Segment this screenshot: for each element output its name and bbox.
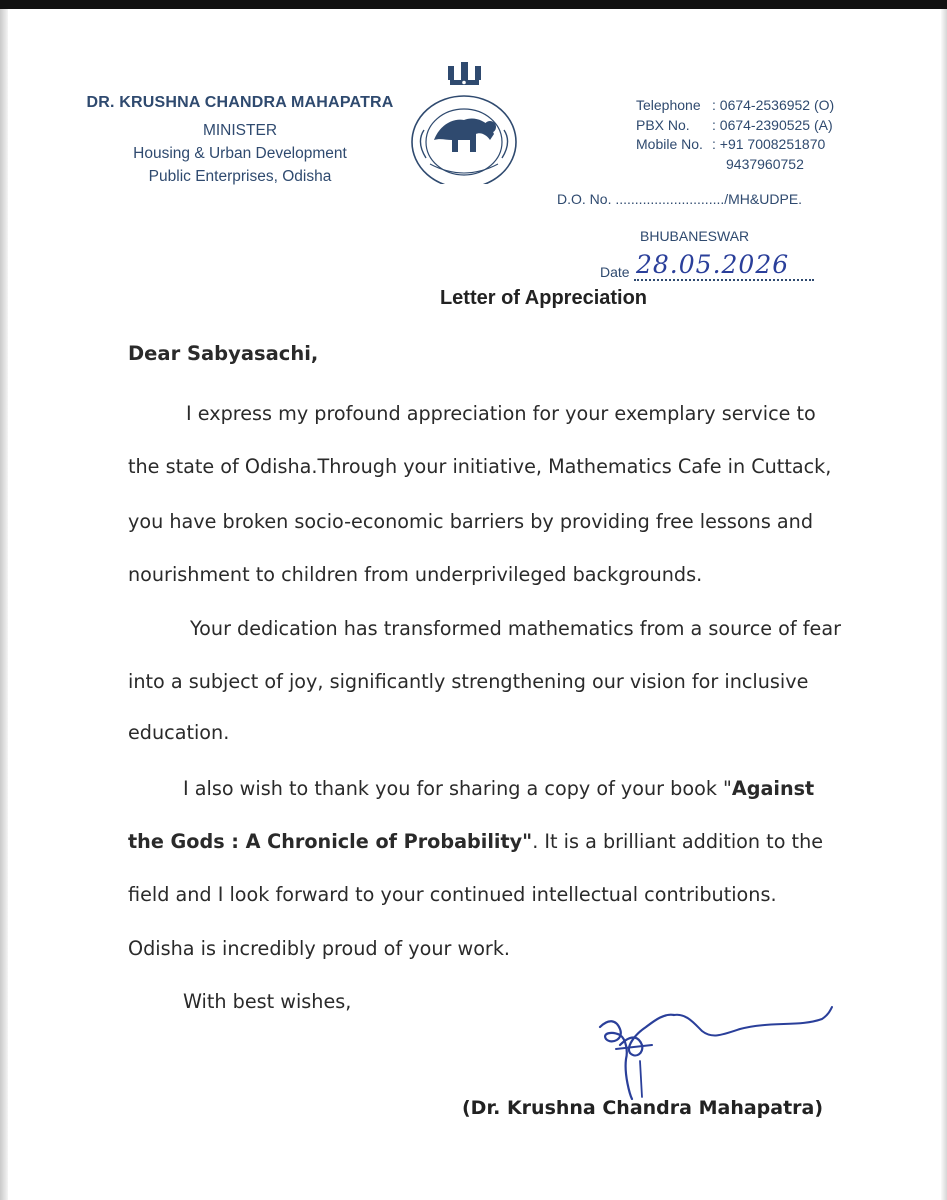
paragraph-line: nourishment to children from underprivileged backgrounds. [128,563,703,586]
sender-department: Housing & Urban Development [133,145,347,162]
paragraph-line: the state of Odisha.Through your initiative, Mathematics Cafe in Cuttack, [128,455,832,478]
date-dotted-line [634,279,814,281]
contact-value: : 0674-2536952 (O) [712,97,835,113]
contact-label: Mobile No. [636,136,703,152]
line-text: I also wish to thank you for sharing a copy of your book " [183,777,732,800]
date-label: Date [600,264,630,280]
book-title-part: Against [731,777,815,800]
paragraph-line: you have broken socio-economic barriers by providing free lessons and [128,510,814,533]
handwritten-signature [590,1005,840,1100]
contact-value: : 0674-2390525 (A) [712,116,833,133]
paragraph-line: I express my profound appreciation for your exemplary service to [186,402,816,425]
odisha-emblem-icon [404,54,524,184]
contact-block [636,96,834,174]
top-border [0,0,947,9]
paragraph-line: into a subject of joy, significantly strengthening our vision for inclusive [128,670,809,693]
paragraph-line [183,777,814,800]
contact-mobile [636,135,834,155]
signatory-name: (Dr. Krushna Chandra Mahapatra) [462,1097,824,1119]
contact-telephone [636,96,834,116]
letter-subject [0,287,947,310]
sender-name: DR. KRUSHNA CHANDRA MAHAPATRA [86,94,394,111]
paragraph-line: Your dedication has transformed mathematics from a source of fear [190,617,841,640]
contact-value: : +91 7008251870 [712,136,826,152]
contact-label: Telephone [636,97,701,113]
subject-text: Letter of Appreciation [439,287,648,309]
paragraph-line [128,830,823,853]
closing: With best wishes, [183,990,352,1013]
place: BHUBANESWAR [640,228,750,244]
svg-text:ଓଡ଼ିଶା: ଓଡ଼ିଶା [462,54,466,55]
salutation: Dear Sabyasachi, [128,342,319,365]
do-number: D.O. No. ............................/MH&UDPE. [557,191,803,207]
paragraph-line: field and I look forward to your continued intellectual contributions. [128,883,777,906]
letterhead-sender [60,94,420,187]
page-edge-right [941,9,947,1200]
sender-designation: MINISTER [202,122,278,139]
contact-pbx [636,116,834,136]
line-text: . It is a brilliant addition to the [532,830,824,853]
contact-mobile-2: 9437960752 [726,155,804,172]
page-edge-left [0,9,8,1200]
paragraph-line: Odisha is incredibly proud of your work. [128,937,511,960]
sender-department-2: Public Enterprises, Odisha [148,168,332,185]
paragraph-line: education. [128,721,230,744]
contact-label: PBX No. [636,116,690,133]
book-title-part: the Gods : A Chronicle of Probability" [128,830,533,853]
date-handwritten: 28.05.2026 [636,250,790,279]
